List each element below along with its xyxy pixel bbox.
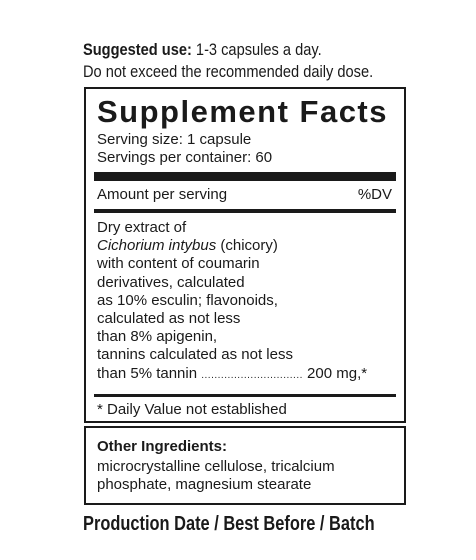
servings-per-container: Servings per container: 60 <box>97 149 273 166</box>
ingredient-line: than 8% apigenin, <box>97 328 218 346</box>
thick-divider <box>94 172 396 181</box>
ingredient-description <box>97 219 367 385</box>
amount-per-serving-header: Amount per serving <box>97 186 228 203</box>
dv-header: %DV <box>357 186 392 203</box>
footnote: * Daily Value not established <box>97 401 287 418</box>
suggested-use-label: Suggested use: <box>83 40 192 59</box>
ingredient-line: Dry extract of <box>97 219 187 236</box>
other-ingredients-title: Other Ingredients: <box>97 438 228 455</box>
ingredient-line: tannins calculated as not less <box>97 346 293 364</box>
latin-name: Cichorium intybus <box>97 237 217 255</box>
ingredient-line: calculated as not less <box>97 310 241 328</box>
other-ingredients-line: phosphate, magnesium stearate <box>97 476 312 493</box>
other-ingredients-line: microcrystalline cellulose, tricalcium <box>97 458 335 475</box>
ingredient-line <box>97 237 367 255</box>
suggested-use-line <box>83 40 322 60</box>
ingredient-amount-line <box>97 365 367 385</box>
ingredient-line: derivatives, calculated <box>97 273 245 291</box>
facts-title: Supplement Facts <box>97 94 388 129</box>
supplement-facts-panel <box>84 87 406 423</box>
other-ingredients-panel <box>84 426 406 505</box>
serving-size: Serving size: 1 capsule <box>97 131 252 148</box>
ingredient-line: than 5% tannin <box>97 364 198 382</box>
ingredient-line: with content of coumarin <box>97 255 260 273</box>
bottom-divider <box>94 394 396 397</box>
common-name: (chicory) <box>216 237 278 255</box>
other-ingredients-list <box>97 458 335 494</box>
ingredient-line: as 10% esculin; flavonoids, <box>97 291 278 309</box>
suggested-use-text: 1-3 capsules a day. <box>191 40 322 59</box>
dose-warning: Do not exceed the recommended daily dose. <box>83 62 374 81</box>
ingredient-amount: 200 mg,* <box>302 364 368 382</box>
production-batch-text: Production Date / Best Before / Batch <box>83 513 375 535</box>
medium-divider <box>94 209 396 213</box>
leader-dots: ............................... <box>201 369 303 381</box>
